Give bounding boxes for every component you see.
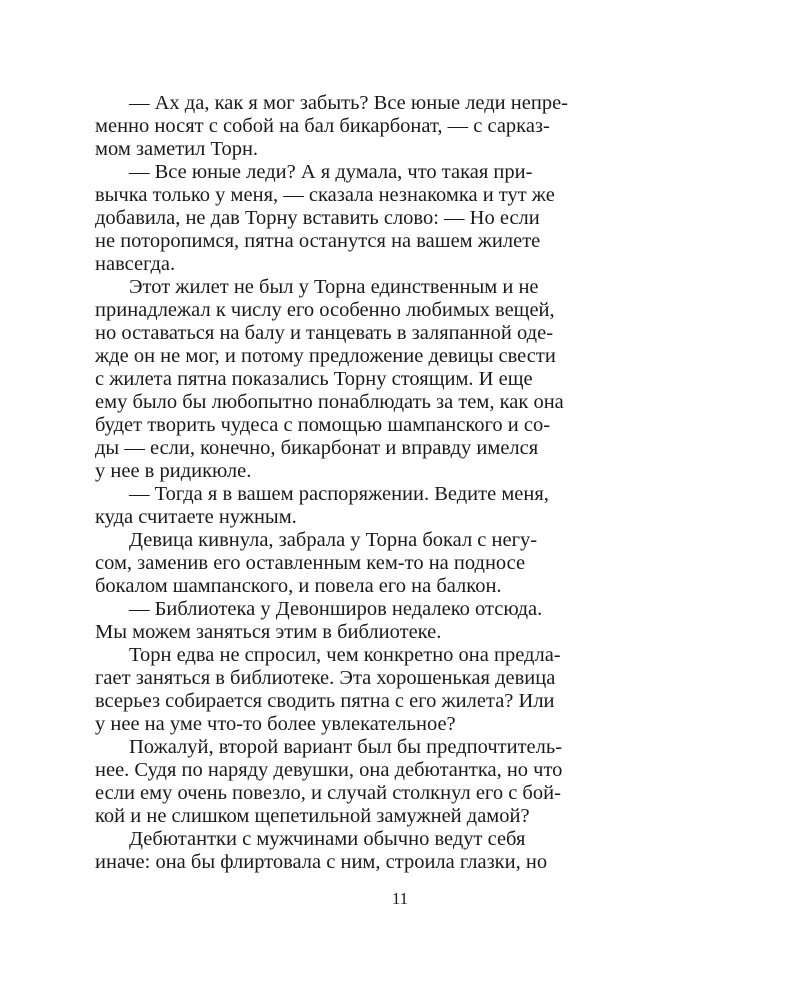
- text-line: бокалом шампанского, и повела его на балкон.: [95, 575, 502, 597]
- text-line: Дебютантки с мужчинами обычно ведут себя: [129, 828, 526, 850]
- text-line: — Все юные леди? А я думала, что такая при-: [129, 161, 533, 183]
- text-line: Девица кивнула, забрала у Торна бокал с негу-: [129, 529, 538, 551]
- text-line: — Тогда я в вашем распоряжении. Ведите меня,: [129, 483, 549, 505]
- text-line: сом, заменив его оставленным кем-то на подносе: [95, 552, 526, 574]
- text-line: если ему очень повезло, и случай столкнул его с бой-: [95, 782, 561, 804]
- text-line: вычка только у меня, — сказала незнакомка и тут же: [95, 184, 555, 206]
- text-line: Пожалуй, второй вариант был бы предпочтитель-: [129, 736, 563, 758]
- text-line: у нее на уме что-то более увлекательное?: [95, 713, 456, 735]
- text-line: кой и не слишком щепетильной замужней дамой?: [95, 805, 530, 827]
- text-line: Этот жилет не был у Торна единственным и не: [129, 276, 539, 298]
- text-line: но оставаться на балу и танцевать в заляпанной оде-: [95, 322, 554, 344]
- text-line: — Ах да, как я мог забыть? Все юные леди непре-: [129, 92, 568, 114]
- text-line: будет творить чудеса с помощью шампанского и со-: [95, 414, 551, 436]
- text-line: всерьез собирается сводить пятна с его жилета? Или: [95, 690, 555, 712]
- text-line: куда считаете нужным.: [95, 506, 297, 528]
- text-line: нее. Судя по наряду девушки, она дебютантка, но что: [95, 759, 563, 781]
- text-line: менно носят с собой на бал бикарбонат, — с сарказ-: [95, 115, 550, 137]
- text-line: добавила, не дав Торну вставить слово: — Но если: [95, 207, 540, 229]
- text-line: у нее в ридикюле.: [95, 460, 252, 482]
- text-line: не поторопимся, пятна останутся на вашем жилете: [95, 230, 541, 252]
- text-line: Мы можем заняться этим в библиотеке.: [95, 621, 442, 643]
- text-line: ды — если, конечно, бикарбонат и вправду имелся: [95, 437, 539, 459]
- text-line: принадлежал к числу его особенно любимых вещей,: [95, 299, 555, 321]
- text-line: иначе: она бы флиртовала с ним, строила глазки, но: [95, 851, 548, 873]
- page-number: 11: [391, 889, 409, 908]
- text-line: Торн едва не спросил, чем конкретно она предла-: [129, 644, 561, 666]
- text-line: навсегда.: [95, 253, 176, 275]
- text-line: — Библиотека у Девонширов недалеко отсюда.: [129, 598, 543, 620]
- text-line: ему было бы любопытно понаблюдать за тем, как она: [95, 391, 564, 413]
- text-line: с жилета пятна показались Торну стоящим. И еще: [95, 368, 533, 390]
- text-line: мом заметил Торн.: [95, 138, 259, 160]
- text-line: жде он не мог, и потому предложение девицы свести: [95, 345, 556, 367]
- text-line: гает заняться в библиотеке. Эта хорошенькая девица: [95, 667, 556, 689]
